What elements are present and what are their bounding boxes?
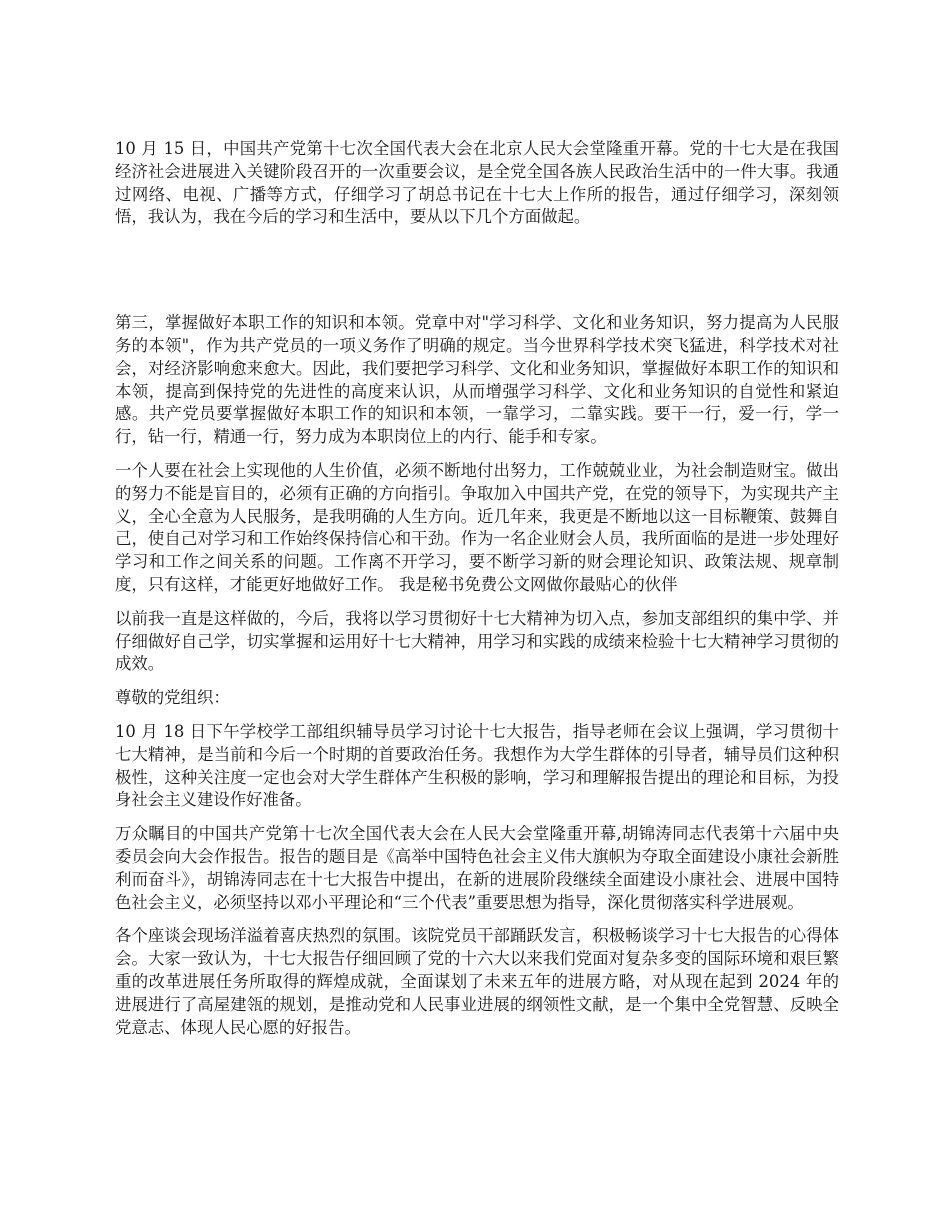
blank-gap (115, 240, 839, 312)
paragraph-salutation: 尊敬的党组织： (115, 688, 230, 708)
document-body (115, 138, 839, 1050)
paragraph-counselor-study: 10 月 18 日下午学校学工部组织辅导员学习讨论十七大报告，指导老师在会议上强调，学习贯彻十七大精神，是当前和今后一个时期的首要政治任务。我想作为大学生群体的引导者，辅导员们这种积极性，这种关注度一定也会对大学生群体产生积极的影响，学习和理解报告提出的理论和目标，为投身社会主义建设作好准备。 (115, 721, 839, 810)
paragraph-commitment: 以前我一直是这样做的，今后，我将以学习贯彻好十七大精神为切入点，参加支部组织的集中学、并仔细做好自己学，切实掌握和运用好十七大精神，用学习和实践的成绩来检验十七大精神学习贯彻的成效。 (115, 608, 839, 674)
paragraph-symposium: 各个座谈会现场洋溢着喜庆热烈的氛围。该院党员干部踊跃发言，积极畅谈学习十七大报告的心得体会。大家一致认为，十七大报告仔细回顾了党的十六大以来我们党面对复杂多变的国际环境和艰巨繁重的改革进展任务所取得的辉煌成就，全面谋划了未来五年的进展方略，对从现在起到 2024 年的进展进行了高屋建瓴的规划，是推动党和人民事业进展的纲领性文献，是一个集中全党智慧、反映全党意志、体现人民心愿的好报告。 (115, 926, 839, 1037)
paragraph-life-value: 一个人要在社会上实现他的人生价值，必须不断地付出努力，工作兢兢业业，为社会制造财宝。做出的努力不能是盲目的，必须有正确的方向指引。争取加入中国共产党，在党的领导下，为实现共产主义，全心全意为人民服务，是我明确的人生方向。近几年来，我更是不断地以这一目标鞭策、鼓舞自己，使自己对学习和工作始终保持信心和干劲。作为一名企业财会人员，我所面临的是进一步处理好学习和工作之间关系的问题。工作离不开学习，要不断学习新的财会理论知识、政策法规、规章制度，只有这样，才能更好地做好工作。 我是秘书免费公文网做你最贴心的伙伴 (115, 460, 839, 594)
paragraph-congress-report: 万众瞩目的中国共产党第十七次全国代表大会在人民大会堂隆重开幕,胡锦涛同志代表第十六届中央委员会向大会作报告。报告的题目是《高举中国特色社会主义伟大旗帜为夺取全面建设小康社会新胜利而奋斗》，胡锦涛同志在十七大报告中提出，在新的进展阶段继续全面建设小康社会、进展中国特色社会主义，必须坚持以邓小平理论和“三个代表”重要思想为指导，深化贯彻落实科学进展观。 (115, 824, 839, 912)
paragraph-third-point: 第三，掌握做好本职工作的知识和本领。党章中对"学习科学、文化和业务知识，努力提高为人民服务的本领"，作为共产党员的一项义务作了明确的规定。当今世界科学技术突飞猛进，科学技术对社会，对经济影响愈来愈大。因此，我们要把学习科学、文化和业务知识，掌握做好本职工作的知识和本领，提高到保持党的先进性的高度来认识，从而增强学习科学、文化和业务知识的自觉性和紧迫感。共产党员要掌握做好本职工作的知识和本领，一靠学习，二靠实践。要干一行，爱一行，学一行，钻一行，精通一行，努力成为本职岗位上的内行、能手和专家。 (115, 313, 839, 447)
paragraph-opening: 10 月 15 日，中国共产党第十七次全国代表大会在北京人民大会堂隆重开幕。党的十七大是在我国经济社会进展进入关键阶段召开的一次重要会议，是全党全国各族人民政治生活中的一件大事。我通过网络、电视、广播等方式，仔细学习了胡总书记在十七大上作所的报告，通过仔细学习，深刻领悟，我认为，我在今后的学习和生活中，要从以下几个方面做起。 (115, 139, 839, 227)
